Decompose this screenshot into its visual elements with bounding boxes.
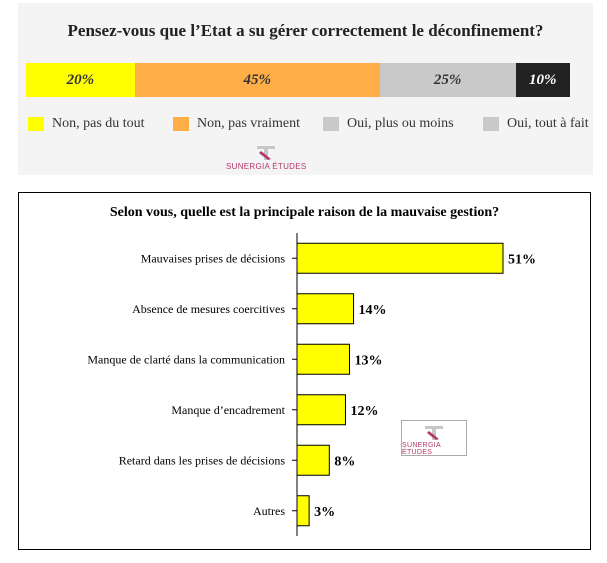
bar xyxy=(297,395,345,425)
legend-label: Non, pas vraiment xyxy=(197,116,301,131)
stacked-segment: 20% xyxy=(26,63,135,97)
chart-title-1: Pensez-vous que l’Etat a su gérer correctement le déconfinement? xyxy=(67,21,544,40)
legend-1 xyxy=(28,116,588,136)
legend-label: Oui, plus ou moins xyxy=(347,116,454,131)
legend-swatch xyxy=(28,117,44,131)
sunergia-mark-icon xyxy=(255,143,277,161)
sunergia-logo-text: SUNERGIA ÉTUDES xyxy=(402,442,441,456)
category-label: Manque de clarté dans la communication xyxy=(87,352,285,367)
legend-label: Non, pas du tout xyxy=(52,116,145,131)
bar xyxy=(297,294,354,324)
bar xyxy=(297,243,503,273)
stacked-segment: 45% xyxy=(135,63,380,97)
value-label: 13% xyxy=(354,353,383,369)
category-label: Manque d’encadrement xyxy=(171,402,285,417)
value-label: 51% xyxy=(508,252,536,268)
category-label: Autres xyxy=(253,503,285,518)
chart-title-2: Selon vous, quelle est la principale raison de la mauvaise gestion? xyxy=(109,205,500,220)
bar xyxy=(297,445,329,475)
survey-panel-2 xyxy=(18,192,591,550)
bar-chart-2 xyxy=(19,193,590,549)
survey-panel-1 xyxy=(18,3,593,175)
value-label: 3% xyxy=(314,504,336,520)
sunergia-mark-icon xyxy=(423,423,445,441)
legend-item xyxy=(173,116,300,132)
stacked-segment: 10% xyxy=(516,63,570,97)
legend-swatch xyxy=(173,117,189,131)
stacked-bar xyxy=(26,63,570,97)
sunergia-logo-text: SUNERGIA ÉTUDES xyxy=(226,162,307,171)
category-label: Absence de mesures coercitives xyxy=(132,301,285,316)
sunergia-logo-1 xyxy=(226,143,307,171)
legend-item xyxy=(28,116,145,132)
stacked-segment: 25% xyxy=(380,63,516,97)
value-label: 12% xyxy=(350,403,379,419)
value-label: 14% xyxy=(358,302,387,318)
bar xyxy=(297,496,309,526)
legend-label: Oui, tout à fait xyxy=(507,116,589,131)
value-label: 8% xyxy=(334,454,356,470)
legend-swatch xyxy=(323,117,339,131)
legend-item xyxy=(483,116,589,132)
legend-item xyxy=(323,116,454,132)
category-label: Mauvaises prises de décisions xyxy=(140,251,285,266)
category-label: Retard dans les prises de décisions xyxy=(118,453,285,468)
legend-swatch xyxy=(483,117,499,131)
bar xyxy=(297,344,350,374)
sunergia-logo-2 xyxy=(401,420,467,456)
